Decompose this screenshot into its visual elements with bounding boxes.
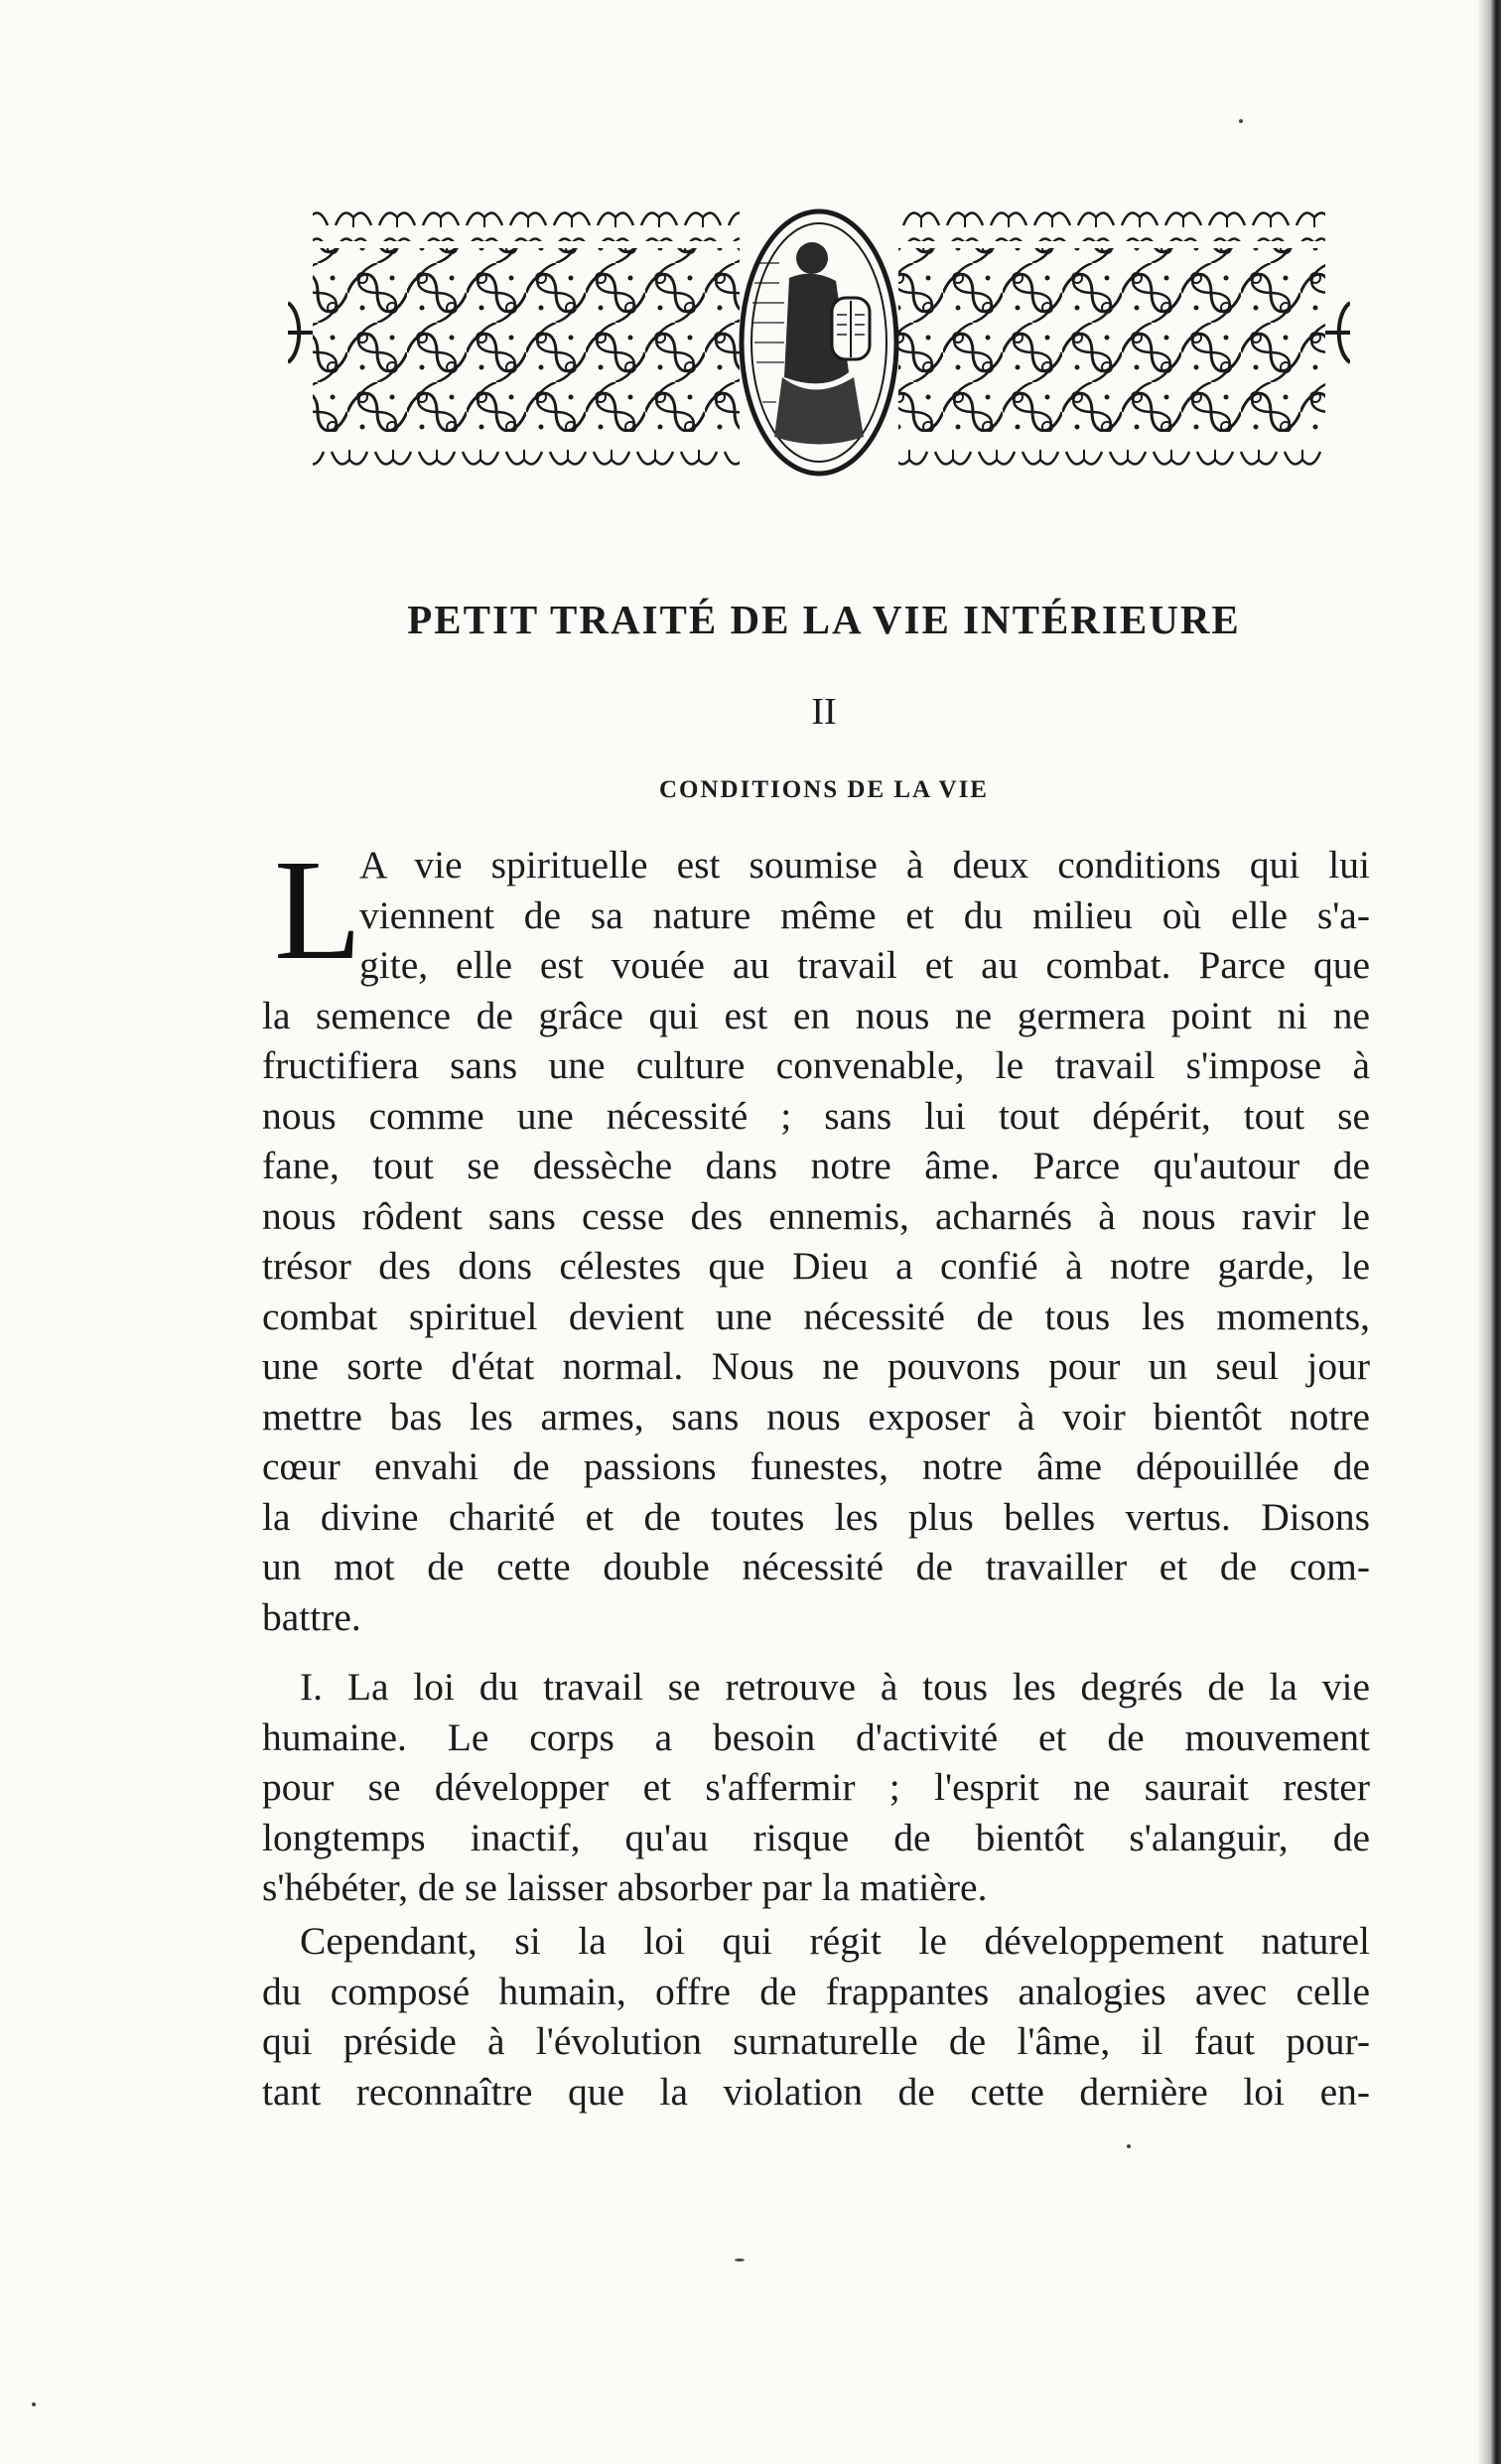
text-line: combat spirituel devient une nécessité de tous les moments, <box>262 1294 1370 1338</box>
text-line: humaine. Le corps a besoin d'activité et de mouvement <box>262 1714 1370 1759</box>
text-line: Cependant, si la loi qui régit le développement naturel <box>300 1919 1370 1963</box>
text-line: la divine charité et de toutes les plus belles vertus. Disons <box>262 1494 1370 1539</box>
section-subtitle: CONDITIONS DE LA VIE <box>659 776 989 803</box>
left-scroll-panel <box>288 211 740 470</box>
drop-cap: L <box>274 831 362 990</box>
text-line: longtemps inactif, qu'au risque de bientôt s'alanguir, de <box>262 1815 1370 1859</box>
text-line: viennent de sa nature même et du milieu où elle s'a- <box>359 892 1370 937</box>
right-scroll-panel <box>898 211 1350 470</box>
text-line: fane, tout se dessèche dans notre âme. Parce qu'autour de <box>262 1144 1370 1187</box>
text-line: battre. <box>262 1594 361 1639</box>
text-line: gite, elle est vouée au travail et au combat. Parce que <box>359 943 1370 987</box>
text-line: un mot de cette double nécessité de travailler et de com- <box>262 1545 1370 1588</box>
speck <box>1239 119 1243 123</box>
text-line: nous comme une nécessité ; sans lui tout dépérit, tout se <box>262 1093 1370 1138</box>
ornamental-headpiece <box>288 204 1350 481</box>
text-line: I. La loi du travail se retrouve à tous les degrés de la vie <box>300 1665 1370 1709</box>
text-line: fructifiera sans une culture convenable, le travail s'impose à <box>262 1043 1370 1087</box>
paragraph-1 <box>262 831 1370 1642</box>
paragraph-2 <box>262 1662 1370 1913</box>
text-line: nous rôdent sans cesse des ennemis, acharnés à nous ravir le <box>262 1193 1370 1238</box>
chapter-title: PETIT TRAITÉ DE LA VIE INTÉRIEURE <box>407 597 1241 642</box>
text-line: qui préside à l'évolution surnaturelle de l'âme, il faut pour- <box>262 2019 1370 2063</box>
text-line: s'hébéter, de se laisser absorber par la matière. <box>262 1865 988 1909</box>
text-line: la semence de grâce qui est en nous ne germera point ni ne <box>262 993 1370 1037</box>
speck <box>1127 2144 1131 2148</box>
text-line: du composé humain, offre de frappantes analogies avec celle <box>262 1969 1370 2013</box>
section-number: II <box>811 691 837 733</box>
text-line: tant reconnaître que la violation de cette dernière loi en- <box>262 2069 1370 2114</box>
speck <box>735 2259 745 2261</box>
paragraph-3 <box>262 1916 1370 2117</box>
text-line: pour se développer et s'affermir ; l'esprit ne saurait rester <box>262 1765 1370 1809</box>
text-line: une sorte d'état normal. Nous ne pouvons pour un seul jour <box>262 1344 1370 1388</box>
text-line: mettre bas les armes, sans nous exposer à voir bientôt notre <box>262 1394 1370 1438</box>
binding-edge <box>1477 0 1501 2464</box>
speck <box>32 2402 36 2406</box>
text-line: cœur envahi de passions funestes, notre âme dépouillée de <box>262 1444 1370 1488</box>
text-line: trésor des dons célestes que Dieu a confié à notre garde, le <box>262 1244 1370 1288</box>
moses-tablets-medallion-icon <box>742 211 896 474</box>
text-line: A vie spirituelle est soumise à deux conditions qui lui <box>359 843 1370 887</box>
